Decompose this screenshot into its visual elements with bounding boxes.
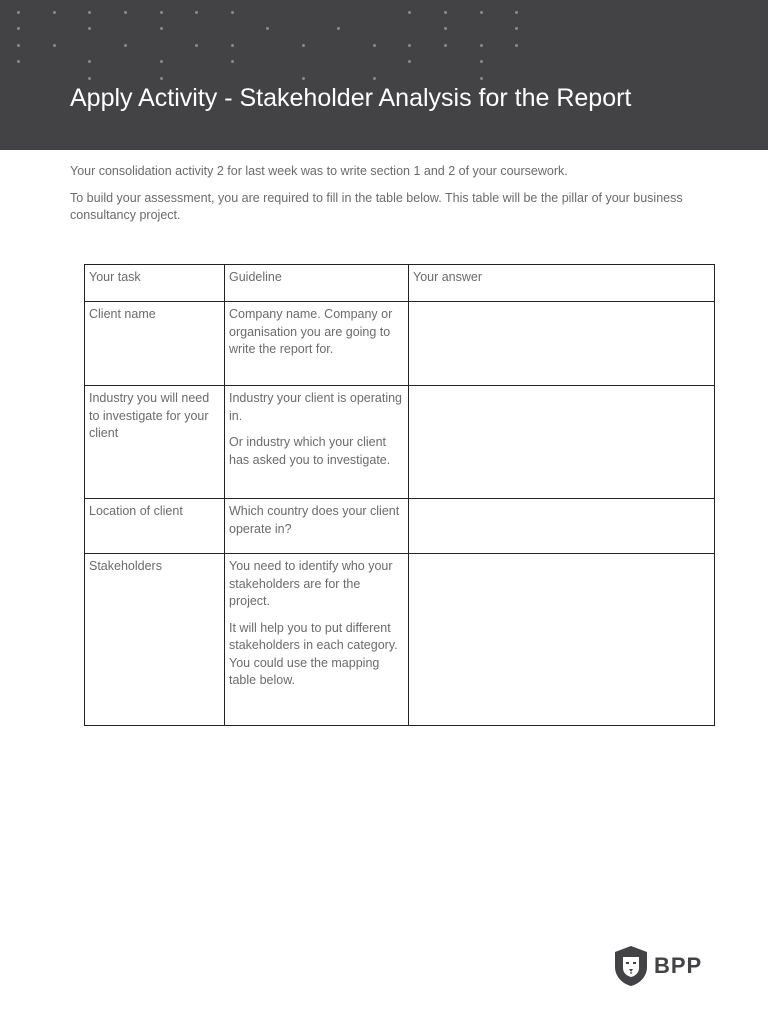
header-dot <box>444 27 447 30</box>
bpp-logo <box>613 945 702 987</box>
header-dot <box>266 27 269 30</box>
logo-text: BPP <box>654 953 703 978</box>
guideline-cell <box>225 302 409 386</box>
header-cell-guideline: Guideline <box>225 265 409 302</box>
header-dot <box>515 27 518 30</box>
intro-paragraph: To build your assessment, you are required to fill in the table below. This table will be the pillar of your business consultancy project. <box>70 191 683 222</box>
header-dot <box>88 27 91 30</box>
header-dot <box>231 60 234 63</box>
answer-cell[interactable] <box>409 302 715 386</box>
header-dot <box>373 77 376 80</box>
answer-cell[interactable] <box>409 554 715 726</box>
header-dot <box>160 77 163 80</box>
header-dot <box>444 44 447 47</box>
header-dot <box>124 44 127 47</box>
header-dot <box>231 44 234 47</box>
task-cell: Client name <box>85 302 225 386</box>
task-cell: Industry you will need to investigate for your client <box>85 386 225 499</box>
header-dot <box>408 44 411 47</box>
header-dot <box>88 77 91 80</box>
table-row <box>85 554 715 726</box>
lion-head-icon <box>613 945 649 987</box>
header-dot <box>17 27 20 30</box>
guideline-text: Or industry which your client has asked you to investigate. <box>229 435 391 467</box>
header-dot <box>17 11 20 14</box>
header-dot <box>88 11 91 14</box>
header-dot <box>88 60 91 63</box>
header-banner <box>0 0 768 150</box>
header-dot <box>408 60 411 63</box>
header-cell-task: Your task <box>85 265 225 302</box>
guideline-text: Company name. Company or organisation you are going to write the report for. <box>229 307 393 356</box>
answer-cell[interactable] <box>409 386 715 499</box>
intro-text <box>70 163 690 234</box>
header-dot <box>124 11 127 14</box>
table-header-row <box>85 265 715 302</box>
answer-cell[interactable] <box>409 499 715 554</box>
header-dot <box>515 44 518 47</box>
page-title: Apply Activity - Stakeholder Analysis for the Report <box>70 84 632 112</box>
guideline-text: Which country does your client operate in? <box>229 504 400 536</box>
header-cell-answer: Your answer <box>409 265 715 302</box>
table-row <box>85 499 715 554</box>
guideline-text: It will help you to put different stakeholders in each category. You could use the mapping table below. <box>229 620 398 687</box>
header-dot <box>231 11 234 14</box>
header-dot <box>515 11 518 14</box>
guideline-cell <box>225 386 409 499</box>
table-row <box>85 386 715 499</box>
task-cell: Stakeholders <box>85 554 225 726</box>
header-dot <box>53 11 56 14</box>
header-dot <box>480 11 483 14</box>
header-dot <box>160 60 163 63</box>
header-dot <box>480 60 483 63</box>
task-cell: Location of client <box>85 499 225 554</box>
stakeholder-table <box>84 264 715 726</box>
header-dot <box>17 44 20 47</box>
guideline-text: You need to identify who your stakeholders are for the project. <box>229 559 393 608</box>
header-dot <box>373 44 376 47</box>
header-dot <box>480 77 483 80</box>
guideline-text: Industry your client is operating in. <box>229 391 403 423</box>
header-dot <box>408 11 411 14</box>
header-dot <box>17 60 20 63</box>
guideline-cell <box>225 554 409 726</box>
header-dot <box>195 11 198 14</box>
header-dot <box>480 44 483 47</box>
header-dot <box>160 11 163 14</box>
header-dot <box>444 11 447 14</box>
header-dot <box>302 44 305 47</box>
header-dot <box>195 44 198 47</box>
header-dot <box>160 27 163 30</box>
header-dot <box>302 77 305 80</box>
table-row <box>85 302 715 386</box>
header-dot <box>53 44 56 47</box>
header-dot <box>337 27 340 30</box>
intro-paragraph: Your consolidation activity 2 for last week was to write section 1 and 2 of your coursework. <box>70 164 568 178</box>
guideline-cell <box>225 499 409 554</box>
